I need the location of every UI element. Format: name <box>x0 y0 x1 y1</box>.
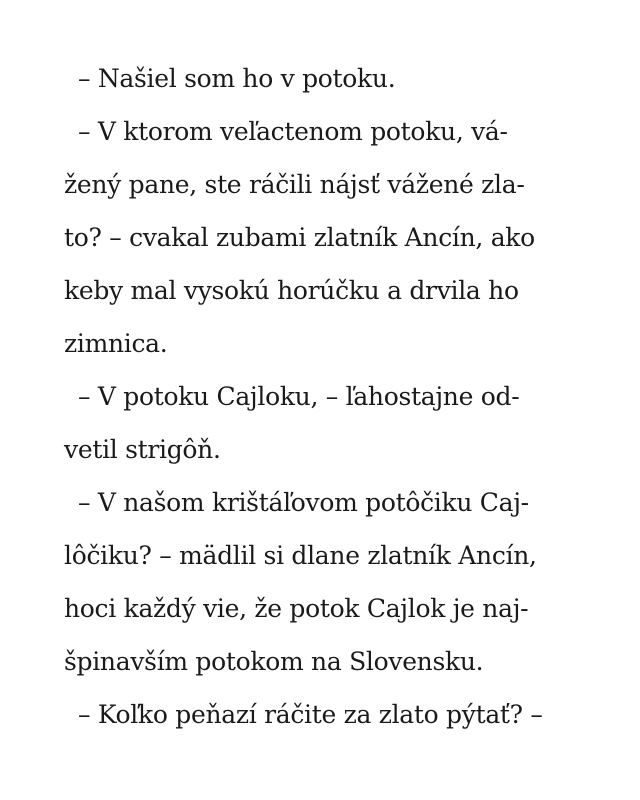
text-line: vetil strigôň. <box>64 435 221 464</box>
text-line: – V potoku Cajloku, – ľahostajne od- <box>78 382 520 411</box>
text-line: – Koľko peňazí ráčite za zlato pýtať? – <box>78 700 543 729</box>
text-line: zimnica. <box>64 329 168 358</box>
text-line: – Našiel som ho v potoku. <box>78 64 396 93</box>
text-line: – V ktorom veľactenom potoku, vá- <box>78 117 508 146</box>
text-line: hoci každý vie, že potok Cajlok je naj- <box>64 594 529 623</box>
text-line: lôčiku? – mädlil si dlane zlatník Ancín, <box>64 541 537 570</box>
text-line: to? – cvakal zubami zlatník Ancín, ako <box>64 223 535 252</box>
text-line: špinavším potokom na Slovensku. <box>64 647 484 676</box>
text-line: žený pane, ste ráčili nájsť vážené zla- <box>64 170 525 199</box>
page-text <box>64 52 584 741</box>
text-line: keby mal vysokú horúčku a drvila ho <box>64 276 519 305</box>
text-line: – V našom krištáľovom potôčiku Caj- <box>78 488 529 517</box>
